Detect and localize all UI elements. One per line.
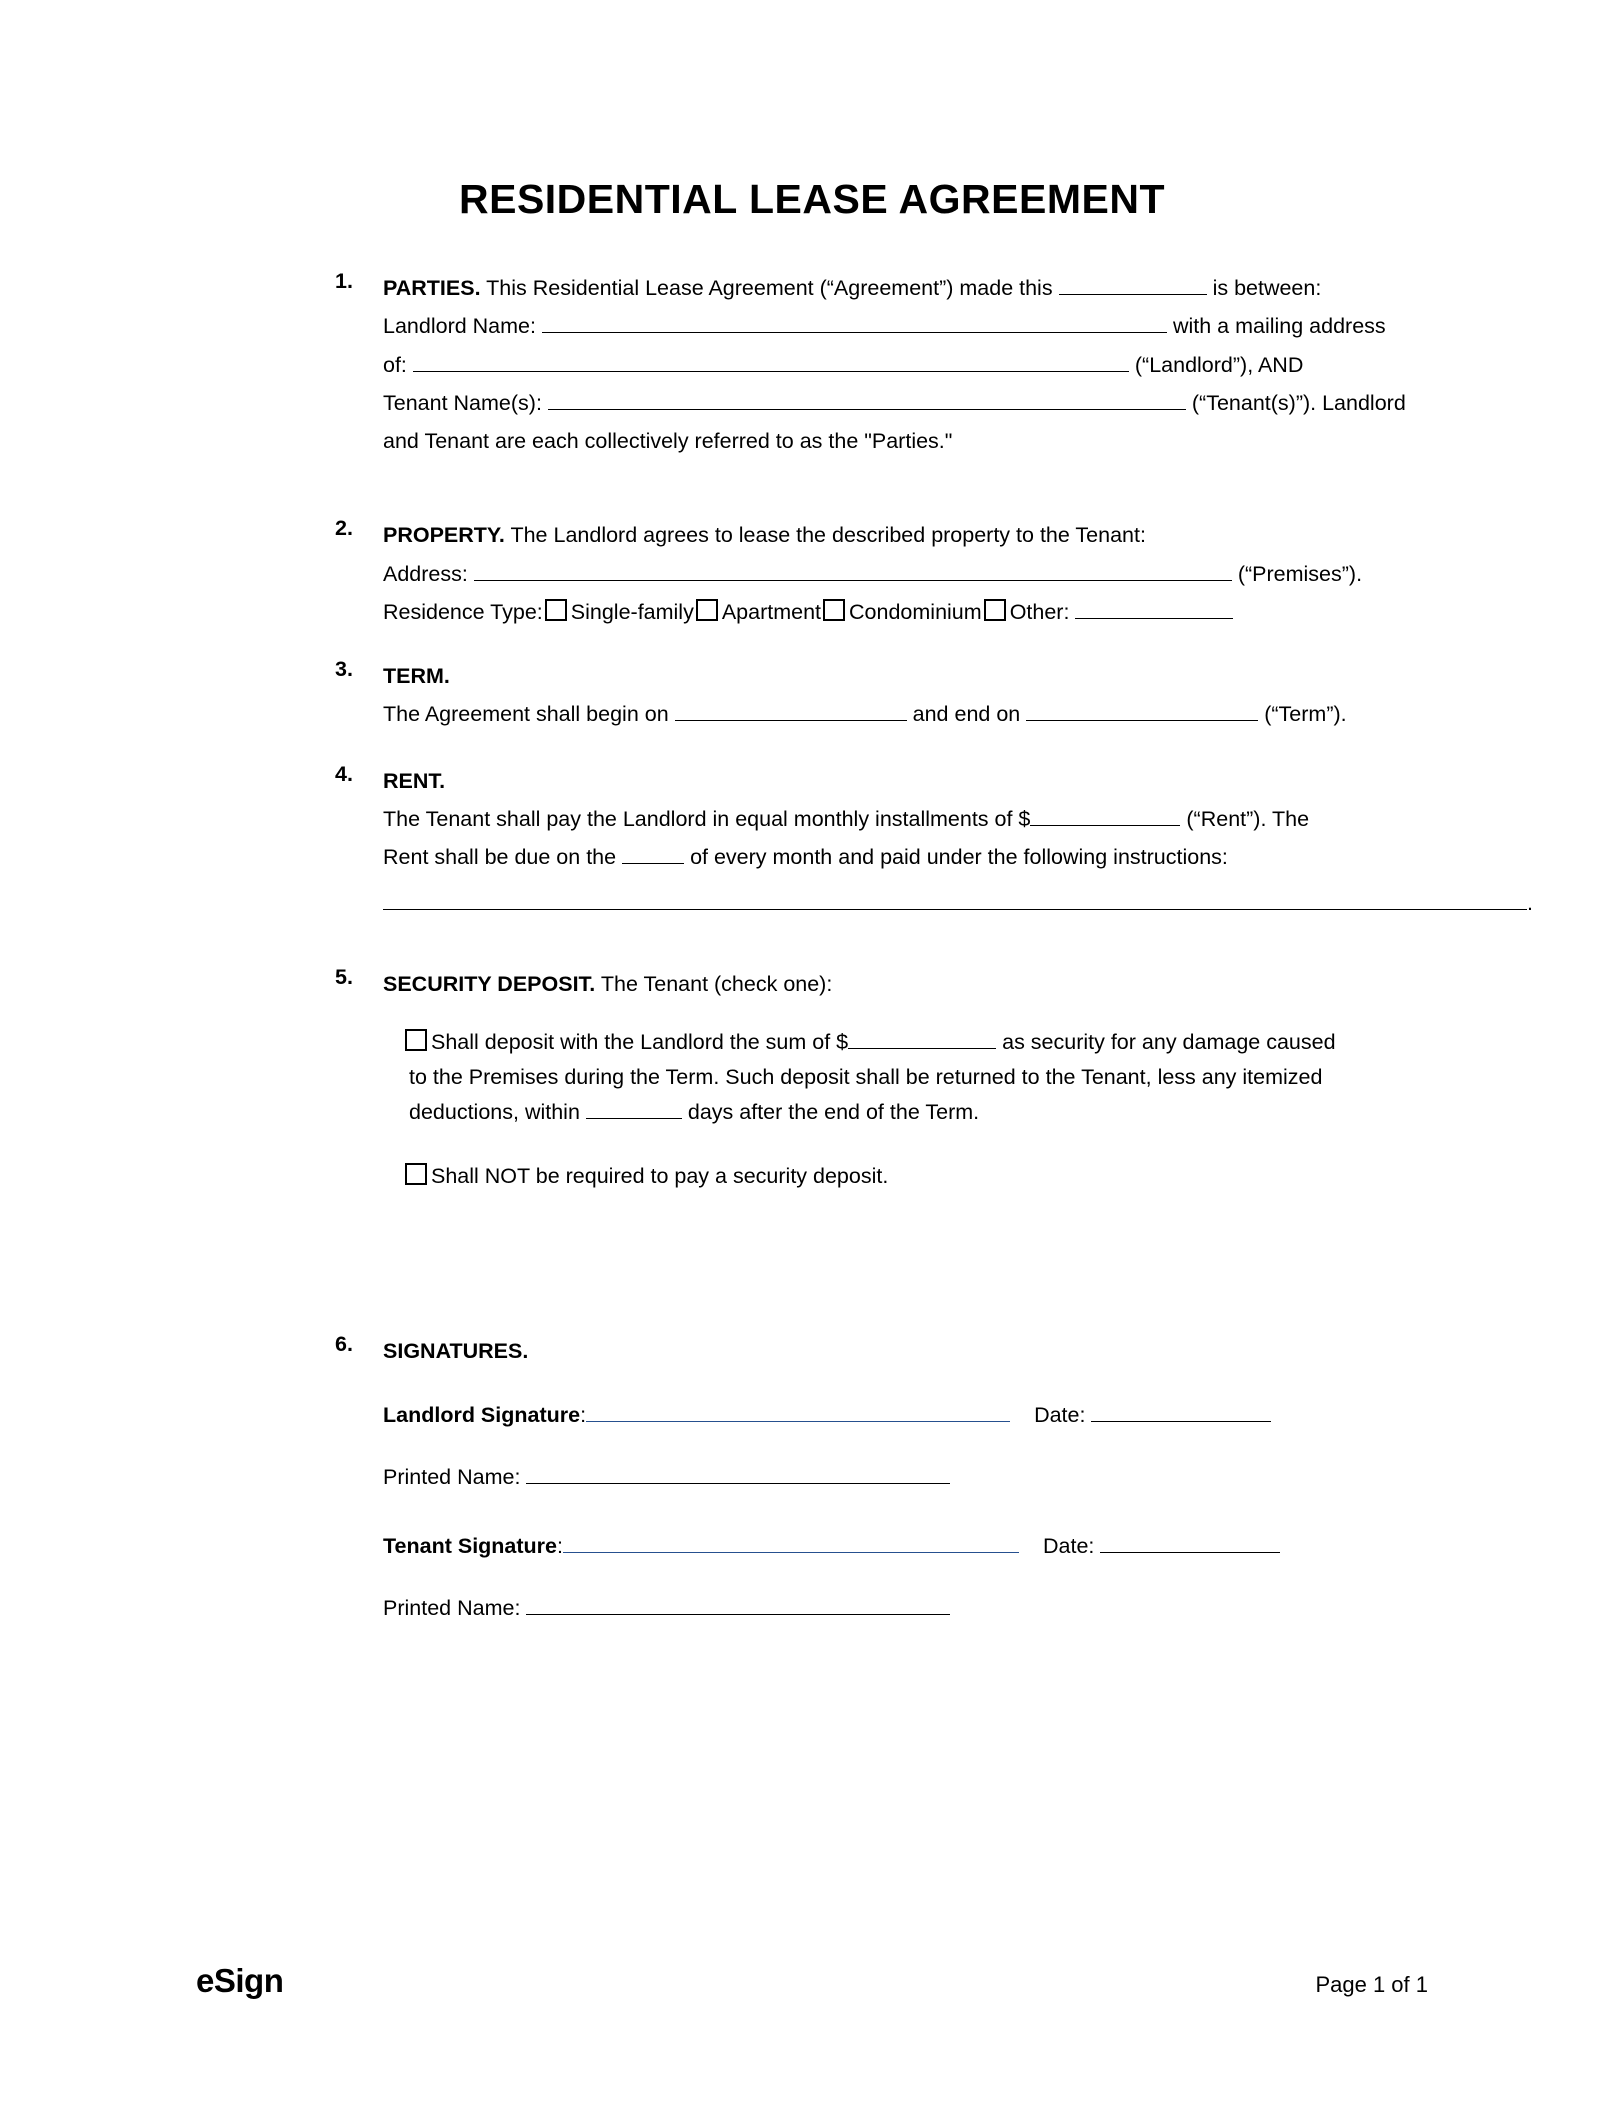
checkbox-single-family[interactable] (545, 599, 567, 621)
term-end-blank[interactable] (1026, 699, 1258, 722)
tenant-signature-field[interactable] (563, 1530, 1019, 1553)
rent-due-text-a: Rent shall be due on the (383, 845, 617, 870)
section-term (335, 657, 1427, 734)
residence-type-label: Residence Type: (383, 599, 543, 624)
rent-instructions-blank[interactable] (383, 888, 1527, 911)
deposit-option1-line-3 (409, 1095, 1427, 1130)
address-label: Address: (383, 561, 468, 586)
option-label-condominium: Condominium (849, 599, 982, 624)
section-body-security-deposit (383, 965, 1427, 1196)
landlord-name-blank[interactable] (542, 311, 1167, 334)
landlord-address-blank[interactable] (413, 349, 1129, 372)
section-heading-signatures: SIGNATURES. (383, 1338, 529, 1363)
section-body-term (383, 657, 1427, 734)
section-heading-rent: RENT. (383, 768, 446, 793)
landlord-printed-name-label: Printed Name: (383, 1465, 521, 1490)
section-property (335, 516, 1427, 631)
tenant-date-label: Date: (1042, 1533, 1095, 1558)
landlord-signature-label: Landlord Signature (383, 1403, 581, 1427)
section-body-signatures (383, 1332, 1427, 1627)
option-label-other: Other: (1009, 599, 1070, 624)
section-number-term: 3. (335, 657, 353, 682)
property-intro: The Landlord agrees to lease the described property to the Tenant: (510, 523, 1146, 548)
deposit-option1-text-d: deductions, within (409, 1099, 580, 1124)
landlord-printed-name-row (383, 1458, 1427, 1496)
deposit-option1-text-c: to the Premises during the Term. Such deposit shall be returned to the Tenant, less any itemized (409, 1064, 1323, 1089)
section-heading-term: TERM. (383, 664, 450, 689)
term-end-text: and end on (912, 702, 1021, 727)
section-number-parties: 1. (335, 269, 353, 293)
tenant-paren: (“Tenant(s)”). Landlord (1191, 390, 1406, 415)
parties-line-3 (383, 346, 1427, 384)
section-heading-property: PROPERTY. (383, 523, 505, 548)
checkbox-condominium[interactable] (823, 599, 845, 621)
tenant-signature-label: Tenant Signature (383, 1533, 558, 1558)
section-signatures (335, 1331, 1427, 1627)
parties-closing: and Tenant are each collectively referred to as the "Parties." (383, 429, 953, 454)
term-paren: (“Term”). (1264, 702, 1347, 727)
rent-instructions-period: . (1527, 891, 1533, 916)
parties-intro-b: is between: (1212, 276, 1322, 300)
other-residence-blank[interactable] (1075, 596, 1233, 619)
deposit-option1-text-a: Shall deposit with the Landlord the sum of $ (431, 1029, 849, 1054)
landlord-signature-colon: : (580, 1403, 587, 1427)
rent-amount-blank[interactable] (1030, 803, 1180, 826)
rent-paren: (“Rent”). The (1186, 806, 1310, 831)
landlord-address-label: of: (383, 352, 407, 377)
checkbox-apartment[interactable] (696, 599, 718, 621)
address-blank[interactable] (474, 558, 1232, 581)
rent-line-2 (383, 838, 1427, 876)
page-footer (0, 1962, 1624, 2000)
tenant-signature-colon: : (557, 1533, 563, 1558)
landlord-printed-name-field[interactable] (526, 1462, 950, 1485)
option-label-single-family: Single-family (570, 599, 694, 624)
tenant-name-label: Tenant Name(s): (383, 390, 542, 415)
deposit-return-days-blank[interactable] (586, 1096, 682, 1119)
tenant-printed-name-field[interactable] (526, 1592, 950, 1615)
tenant-date-field[interactable] (1100, 1530, 1280, 1553)
landlord-signature-field[interactable] (586, 1400, 1010, 1423)
section-body-property (383, 516, 1427, 631)
term-begin-text: The Agreement shall begin on (383, 702, 669, 727)
section-number-rent: 4. (335, 761, 353, 786)
parties-line-1 (383, 269, 1427, 307)
section-heading-security-deposit: SECURITY DEPOSIT. (383, 971, 596, 996)
parties-line-4 (383, 384, 1427, 422)
brand-logo: eSign (196, 1962, 284, 1999)
parties-date-blank[interactable] (1059, 273, 1207, 296)
checkbox-deposit-required[interactable] (405, 1029, 427, 1051)
term-line (383, 695, 1427, 733)
section-rent (335, 761, 1533, 923)
section-parties (335, 269, 1427, 460)
landlord-paren: (“Landlord”), AND (1134, 352, 1304, 377)
tenant-name-blank[interactable] (548, 387, 1186, 410)
landlord-date-label: Date: (1034, 1403, 1086, 1427)
rent-amount-text: The Tenant shall pay the Landlord in equal monthly installments of $ (383, 806, 1031, 831)
tenant-signature-row (383, 1527, 1427, 1565)
landlord-date-field[interactable] (1091, 1400, 1271, 1423)
security-deposit-intro: The Tenant (check one): (600, 971, 833, 996)
deposit-amount-blank[interactable] (848, 1026, 996, 1049)
property-line-2 (383, 555, 1427, 593)
security-deposit-line-1 (383, 965, 1427, 1003)
security-deposit-option-1 (409, 1025, 1427, 1129)
checkbox-other[interactable] (984, 599, 1006, 621)
section-body-rent (383, 762, 1533, 923)
option-label-apartment: Apartment (721, 599, 822, 624)
rent-line-1 (383, 800, 1427, 838)
mailing-address-text: with a mailing address (1172, 314, 1386, 339)
section-number-security-deposit: 5. (335, 964, 353, 989)
landlord-name-label: Landlord Name: (383, 314, 536, 339)
section-number-property: 2. (335, 516, 353, 541)
rent-due-day-blank[interactable] (622, 842, 684, 865)
page-title: RESIDENTIAL LEASE AGREEMENT (458, 176, 1165, 222)
parties-intro-a: This Residential Lease Agreement (“Agreement”) made this (486, 276, 1053, 300)
section-body-parties (383, 269, 1427, 460)
term-begin-blank[interactable] (675, 699, 907, 722)
tenant-printed-name-row (383, 1589, 1427, 1627)
rent-instructions-line (383, 884, 1533, 922)
deposit-option1-text-b: as security for any damage caused (1002, 1029, 1336, 1054)
section-heading-parties: PARTIES. (383, 276, 481, 300)
landlord-signature-row (383, 1396, 1427, 1434)
tenant-printed-name-label: Printed Name: (383, 1595, 521, 1620)
section-security-deposit (335, 964, 1427, 1196)
deposit-option1-text-e: days after the end of the Term. (687, 1099, 980, 1124)
checkbox-deposit-not-required[interactable] (405, 1163, 427, 1185)
security-deposit-option-2 (409, 1157, 1427, 1195)
property-line-1 (383, 516, 1427, 554)
document-body (197, 269, 1533, 1627)
section-number-signatures: 6. (335, 1331, 353, 1356)
premises-paren: (“Premises”). (1237, 561, 1363, 586)
page-number: Page 1 of 1 (1315, 1972, 1428, 1997)
deposit-option2-text: Shall NOT be required to pay a security deposit. (431, 1164, 889, 1189)
rent-due-text-b: of every month and paid under the following instructions: (690, 845, 1228, 870)
parties-line-2 (383, 307, 1427, 345)
property-line-3 (383, 593, 1427, 631)
